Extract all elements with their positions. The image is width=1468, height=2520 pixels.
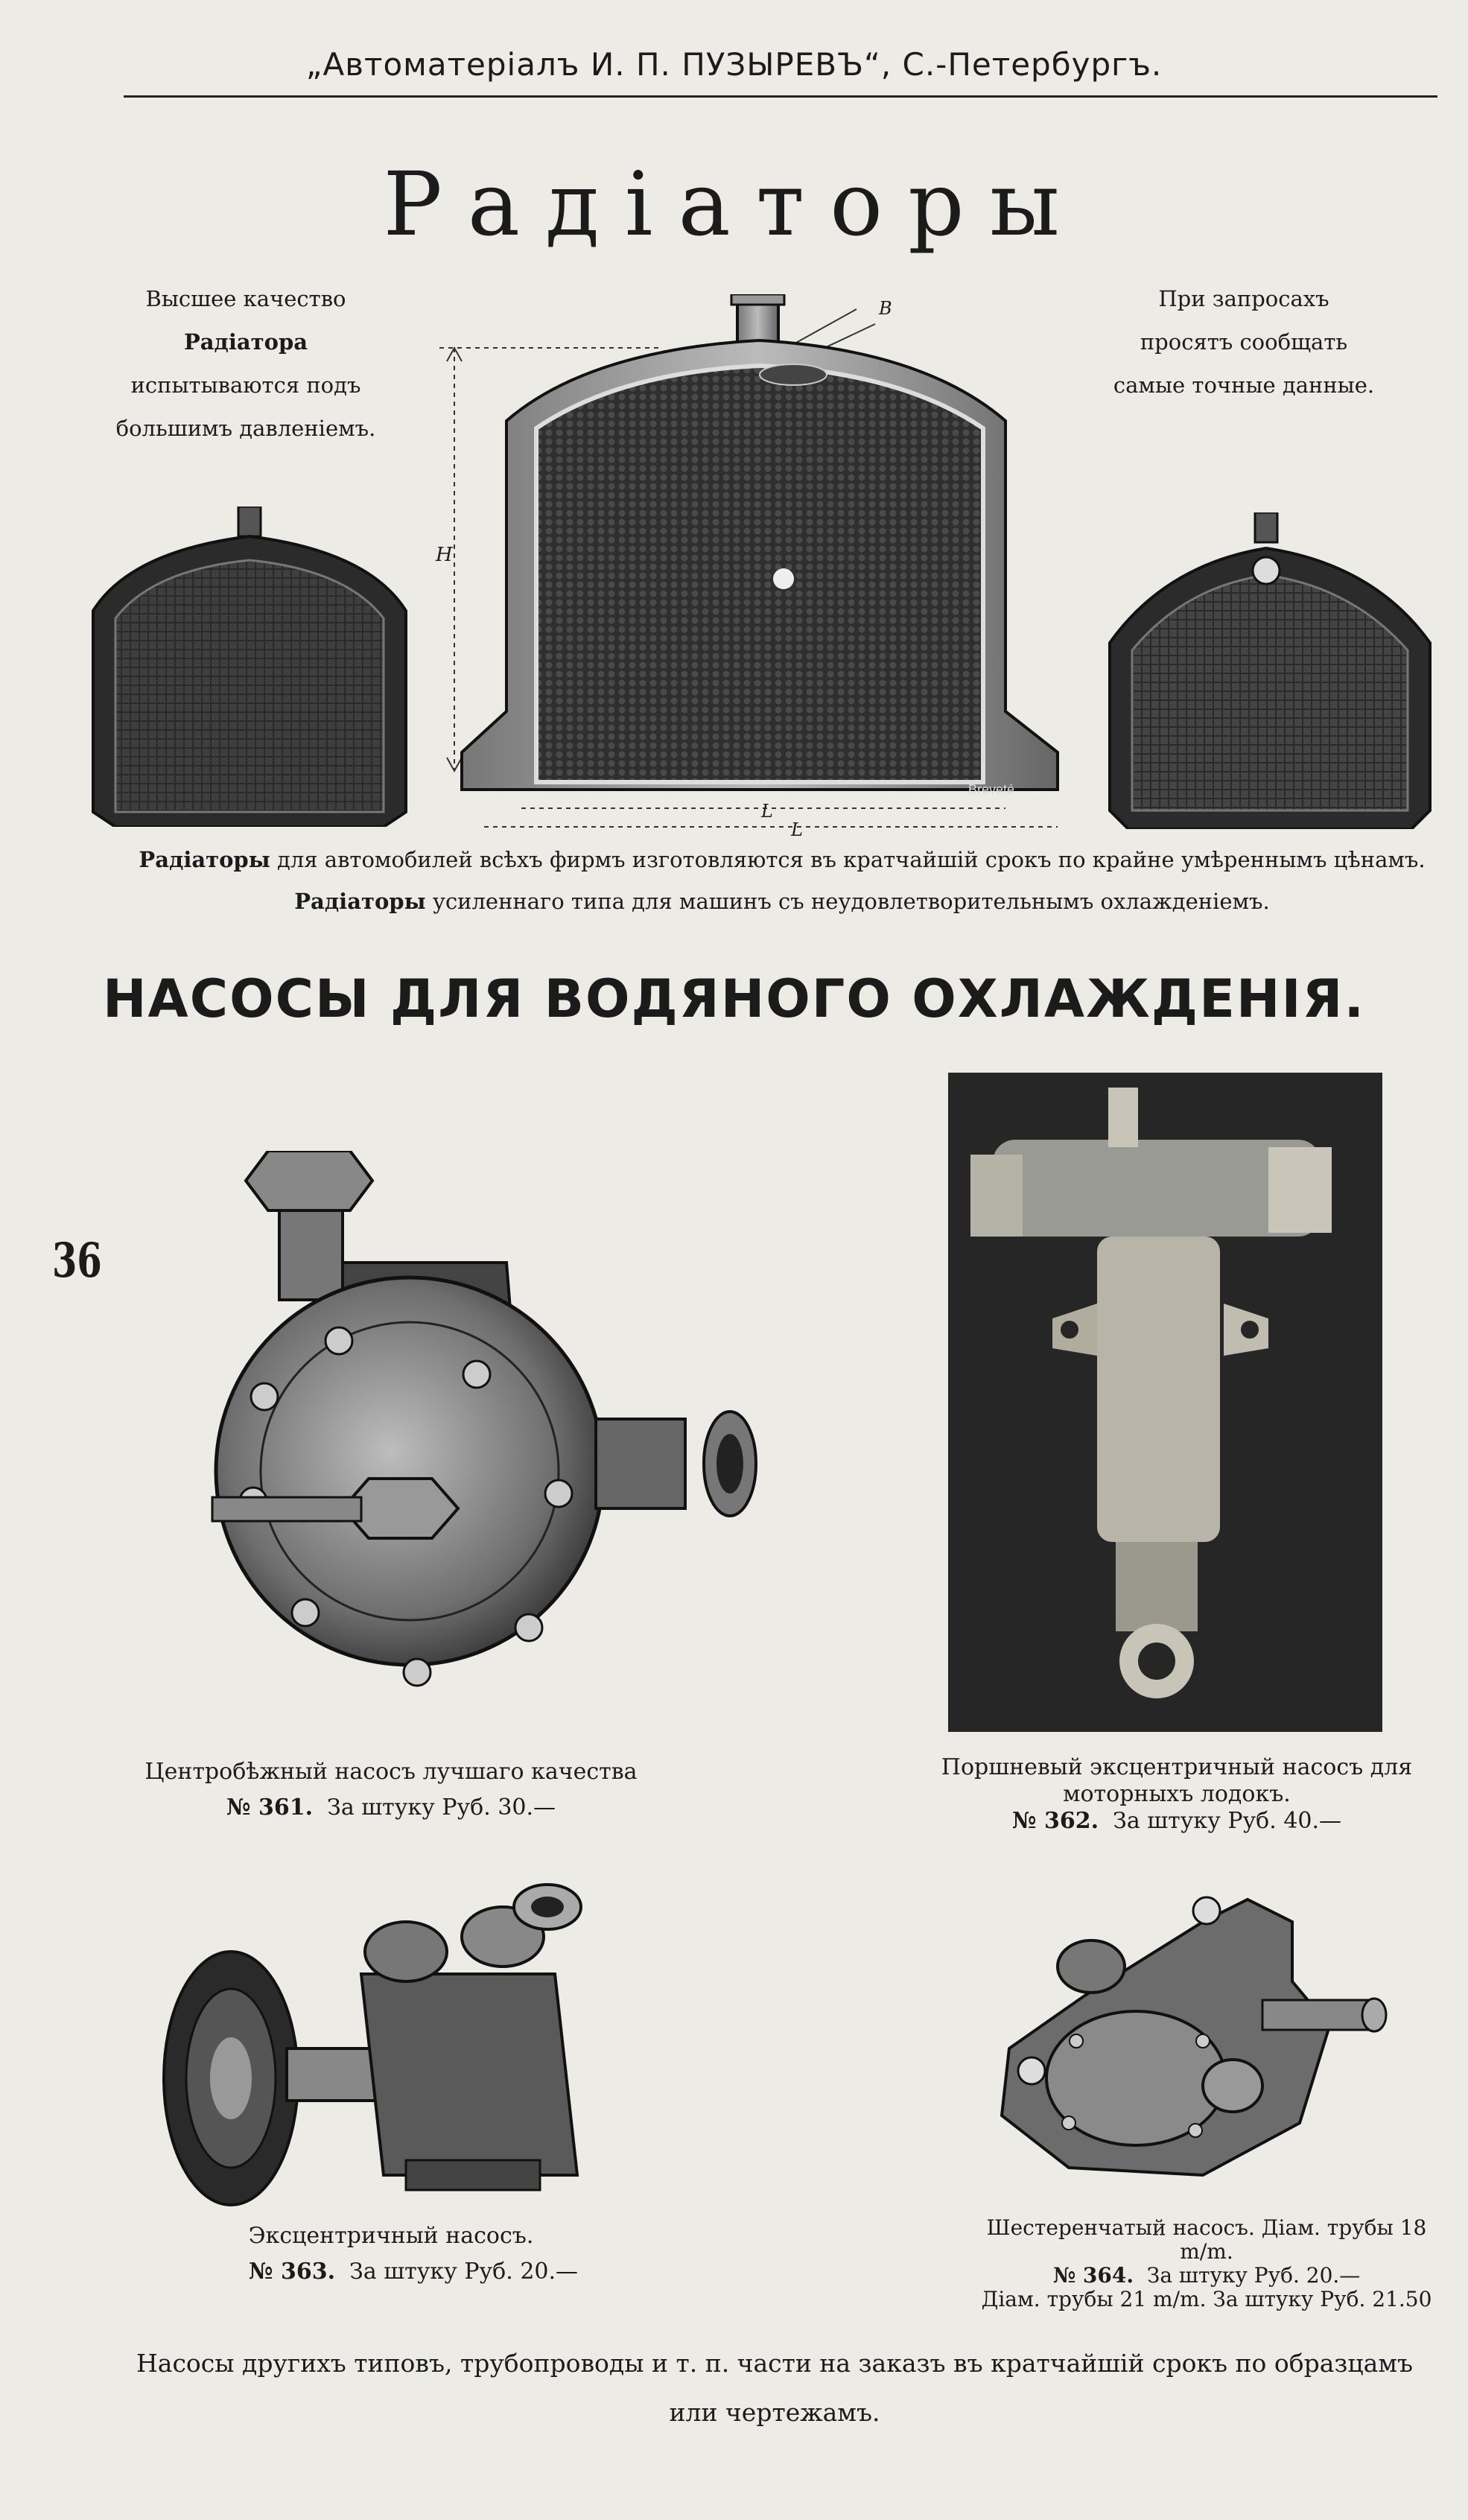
- dimension-h-label: H: [436, 544, 453, 566]
- pump-362-price-line: [924, 1808, 1430, 1835]
- pump-364-illustration: [979, 1877, 1396, 2197]
- dimension-b-label: B: [879, 298, 892, 319]
- quality-note-bold: Радіатора: [183, 329, 308, 355]
- desc1-rest: для автомобилей всѣхъ фирмъ изготовляются въ кратчайшій срокъ по крайне умѣреннымъ цѣнамъ.: [270, 847, 1426, 872]
- radiator-small-right-illustration: [1106, 512, 1434, 829]
- quality-note-prefix: Высшее качество: [145, 286, 346, 311]
- radiator-quality-note: [112, 277, 380, 450]
- pump-362-caption: [924, 1754, 1430, 1835]
- pump-361-description: Центробѣжный насосъ лучшаго качества: [144, 1759, 638, 1785]
- pump-364-caption: [961, 2216, 1452, 2311]
- radiator-small-left-illustration: [86, 507, 413, 827]
- pump-363-caption: [168, 2218, 614, 2290]
- pump-361-number: № 361.: [226, 1794, 314, 1821]
- pump-363-illustration: [160, 1862, 607, 2212]
- pump-364-price-line: [961, 2264, 1452, 2288]
- pump-363-description: Эксцентричный насосъ.: [248, 2223, 534, 2249]
- pump-362-price: За штуку Руб. 40.—: [1113, 1808, 1342, 1834]
- pump-364-price: За штуку Руб. 20.—: [1146, 2263, 1361, 2288]
- pump-362-photo: [948, 1073, 1382, 1732]
- pump-363-number: № 363.: [248, 2259, 336, 2285]
- radiators-title: Радіаторы: [383, 153, 1085, 256]
- footer-note: Насосы другихъ типовъ, трубопроводы и т. п. части на заказъ въ кратчайшій срокъ по образцамъ или чертежамъ.: [136, 2349, 1413, 2427]
- page-number: 36: [52, 1233, 102, 1289]
- dimension-l-outer-label: L: [791, 819, 803, 840]
- pump-364-extra-price: Діам. трубы 21 m/m. За штуку Руб. 21.50: [981, 2287, 1432, 2311]
- radiators-description-2: [112, 883, 1452, 919]
- pump-361-price: За штуку Руб. 30.—: [327, 1794, 556, 1821]
- radiators-description-1: [112, 842, 1452, 877]
- desc2-bold: Радіаторы: [294, 889, 426, 914]
- header-rule: [124, 95, 1437, 98]
- pump-361-price-line: [130, 1790, 652, 1826]
- pump-364-number: № 364.: [1052, 2263, 1134, 2288]
- pump-364-description: Шестеренчатый насосъ. Діам. трубы 18 m/m.: [986, 2215, 1427, 2264]
- quality-note-rest: испытываются подъ большимъ давленіемъ.: [115, 372, 376, 441]
- desc1-bold: Радіаторы: [139, 847, 270, 872]
- desc2-rest: усиленнаго типа для машинъ съ неудовлетворительнымъ охлажденіемъ.: [425, 889, 1270, 914]
- brevete-mark: Breveté: [968, 782, 1015, 797]
- pump-363-price: За штуку Руб. 20.—: [349, 2259, 579, 2285]
- radiator-main-illustration: [439, 294, 1087, 831]
- dimension-l-inner-label: L: [761, 801, 773, 822]
- pump-361-illustration: [209, 1151, 760, 1732]
- pump-362-description: Поршневый эксцентричный насосъ для моторныхъ лодокъ.: [941, 1754, 1413, 1807]
- catalog-header: „Автоматеріалъ И. П. ПУЗЫРЕВЪ“, С.-Петербургъ.: [305, 46, 1163, 83]
- pump-362-number: № 362.: [1011, 1808, 1099, 1834]
- pumps-section-title: НАСОСЫ ДЛЯ ВОДЯНОГО ОХЛАЖДЕНІЯ.: [102, 968, 1366, 1029]
- pump-363-price-line: [212, 2254, 614, 2290]
- radiator-inquiry-note: При запросахъ просятъ сообщать самые точные данные.: [1113, 286, 1375, 398]
- pump-361-caption: [130, 1754, 652, 1826]
